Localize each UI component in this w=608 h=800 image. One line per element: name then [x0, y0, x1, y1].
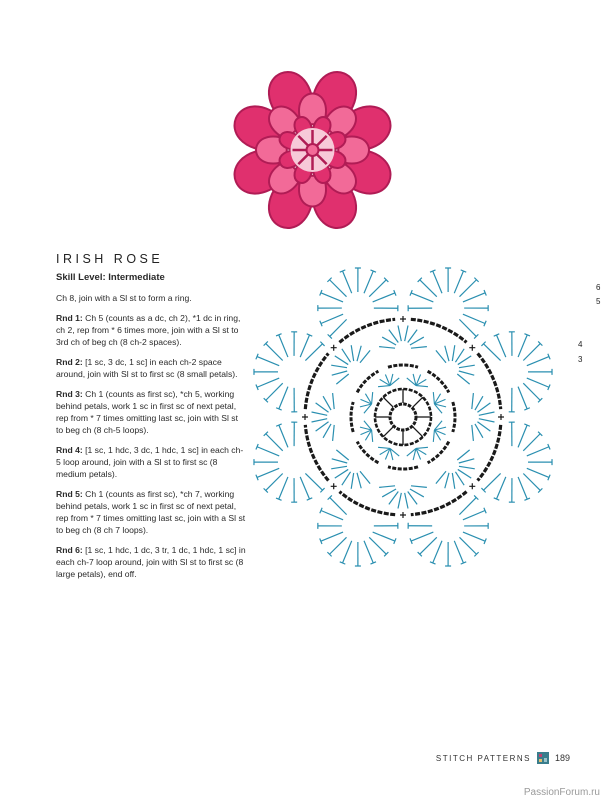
- tr-stitch: [463, 293, 485, 302]
- dc-stitch: [398, 326, 401, 342]
- tr-stitch: [330, 498, 347, 515]
- dc-stitch: [335, 356, 348, 365]
- dc-stitch: [312, 412, 328, 415]
- dc-stitch: [433, 430, 434, 442]
- footer-section-label: STITCH PATTERNS: [435, 753, 531, 763]
- tr-stitch: [369, 280, 386, 297]
- tr-stitch: [257, 447, 279, 456]
- dc-stitch: [408, 491, 417, 504]
- chain-loop: [305, 425, 328, 481]
- round-1-ring: [375, 389, 431, 445]
- stitch-swatch-icon: [537, 752, 549, 764]
- tr-stitch: [463, 510, 485, 519]
- sc-mark: [469, 483, 475, 489]
- sc-mark: [331, 483, 337, 489]
- dc-stitch: [342, 349, 351, 362]
- dc-stitch: [479, 419, 495, 422]
- tr-stitch: [484, 344, 501, 361]
- dc-stitch: [351, 345, 353, 361]
- page-footer: [436, 752, 570, 764]
- round-4-instruction: [56, 444, 246, 480]
- tr-stitch: [266, 344, 283, 361]
- tr-stitch: [523, 473, 540, 490]
- dc-stitch: [333, 393, 335, 409]
- dc-stitch: [316, 422, 329, 431]
- dc-stitch: [458, 469, 471, 478]
- dc-stitch: [333, 425, 335, 441]
- tr-stitch: [518, 387, 527, 409]
- chain-loop: [305, 353, 328, 409]
- dc-spoke: [383, 427, 393, 437]
- tr-stitch: [433, 541, 442, 563]
- dc-spoke: [413, 427, 423, 437]
- dc-stitch: [452, 345, 454, 361]
- chain-loop: [351, 402, 353, 432]
- dc-spoke: [413, 397, 423, 407]
- chain-loop: [453, 402, 455, 432]
- tr-stitch: [279, 477, 288, 499]
- chain-loop: [357, 442, 378, 463]
- dc-stitch: [410, 489, 424, 497]
- tr-stitch: [257, 357, 279, 366]
- dc-stitch: [323, 424, 331, 438]
- dc-stitch: [411, 347, 427, 349]
- tr-stitch: [321, 293, 343, 302]
- dc-stitch: [360, 471, 370, 483]
- tr-stitch: [257, 378, 279, 387]
- tr-stitch: [279, 425, 288, 447]
- tr-stitch: [459, 319, 476, 336]
- dc-stitch: [475, 396, 483, 410]
- center-spokes: [293, 130, 333, 170]
- round-marker-5: 5: [596, 297, 601, 306]
- tr-stitch: [266, 383, 283, 400]
- watermark: PassionForum.ru: [523, 787, 600, 798]
- round-3-instruction: [56, 388, 246, 436]
- sc-mark: [498, 414, 504, 420]
- tr-stitch: [523, 344, 540, 361]
- chain-loop: [357, 371, 378, 392]
- center-chain-ring: [390, 404, 416, 430]
- dc-stitch: [472, 425, 474, 441]
- tr-stitch: [300, 335, 309, 357]
- chain-loop: [478, 353, 501, 409]
- tr-stitch: [496, 477, 505, 499]
- dc-stitch: [332, 371, 347, 375]
- dc-stitch: [405, 493, 408, 509]
- sc-mark: [400, 316, 406, 322]
- tr-stitch: [330, 280, 347, 297]
- round-4-petals: [312, 326, 495, 509]
- chain-loop: [388, 365, 418, 367]
- round-text: [1 sc, 1 hdc, 3 dc, 1 hdc, 1 sc] in each ch-5 loop around, join with a Sl st to first sc (8 medium petals).: [56, 445, 244, 479]
- round-5-chains: [302, 316, 504, 518]
- tr-stitch: [523, 434, 540, 451]
- chain-loop: [478, 425, 501, 481]
- intro-instruction: Ch 8, join with a Sl st to form a ring.: [56, 293, 192, 303]
- dc-stitch: [312, 419, 328, 422]
- dc-stitch: [411, 486, 427, 488]
- dc-stitch: [477, 422, 490, 431]
- pattern-title: IRISH ROSE: [56, 252, 164, 266]
- round-text: Ch 5 (counts as a dc, ch 2), *1 dc in ring, ch 2, rep from * 6 times more, join with a Sl st to 3rd ch of beg ch (8 ch-2 spaces).: [56, 313, 241, 347]
- dc-stitch: [416, 386, 428, 387]
- dc-stitch: [372, 392, 373, 404]
- dc-stitch: [457, 450, 469, 460]
- crochet-chart: [258, 252, 601, 582]
- dc-stitch: [455, 349, 464, 362]
- dc-stitch: [382, 489, 396, 497]
- tr-stitch: [373, 293, 395, 302]
- tr-stitch: [257, 468, 279, 477]
- tr-stitch: [411, 293, 433, 302]
- dc-stitch: [405, 326, 408, 342]
- tr-stitch: [321, 510, 343, 519]
- round-label: Rnd 1:: [56, 313, 83, 323]
- tr-stitch: [463, 532, 485, 541]
- round-label: Rnd 3:: [56, 389, 83, 399]
- tr-stitch: [364, 271, 373, 293]
- chain-loop: [428, 371, 449, 392]
- round-marker-6: 6: [596, 283, 601, 292]
- chain-loop: [411, 492, 467, 515]
- dc-stitch: [459, 371, 474, 375]
- round-1-instruction: [56, 312, 246, 348]
- round-text: [1 sc, 1 hdc, 1 dc, 3 tr, 1 dc, 1 hdc, 1 sc] in each ch-7 loop around, join with Sl st to first sc (8 large petals), end off.: [56, 545, 246, 579]
- dc-stitch: [455, 472, 464, 485]
- dc-stitch: [398, 493, 401, 509]
- skill-level: Skill Level: Intermediate: [56, 272, 165, 283]
- tr-stitch: [496, 335, 505, 357]
- tr-stitch: [411, 532, 433, 541]
- dc-stitch: [389, 330, 398, 343]
- tr-stitch: [527, 357, 549, 366]
- tr-stitch: [454, 541, 463, 563]
- tr-stitch: [459, 498, 476, 515]
- dc-stitch: [459, 466, 475, 468]
- tr-stitch: [321, 532, 343, 541]
- tr-stitch: [518, 425, 527, 447]
- dc-stitch: [357, 346, 361, 361]
- dc-stitch: [379, 486, 395, 488]
- dc-stitch: [458, 356, 471, 365]
- dc-stitch: [323, 396, 331, 410]
- round-text: [1 sc, 3 dc, 1 sc] in each ch-2 space around, join with Sl st to first sc (8 small petals).: [56, 357, 238, 379]
- tr-stitch: [369, 537, 386, 554]
- sc-mark: [400, 512, 406, 518]
- dc-stitch: [336, 450, 348, 460]
- dc-stitch: [410, 337, 424, 345]
- dc-stitch: [335, 469, 348, 478]
- dc-stitch: [379, 347, 395, 349]
- tr-stitch: [527, 447, 549, 456]
- round-text: Ch 1 (counts as first sc), *ch 7, working behind petals, work 1 sc in first sc of next petal, rep from * 7 times omitting last sc, join with a Sl st to beg ch (8 ch 7 loops).: [56, 489, 246, 535]
- sc-mark: [469, 345, 475, 351]
- round-2-petals: [360, 374, 446, 460]
- dc-stitch: [408, 330, 417, 343]
- chain-loop: [388, 467, 418, 469]
- dc-stitch: [331, 466, 347, 468]
- dc-stitch: [351, 473, 353, 489]
- round-marker-3: 3: [578, 355, 583, 364]
- page-number: 189: [554, 753, 570, 763]
- dc-stitch: [445, 346, 449, 361]
- dc-stitch: [472, 393, 474, 409]
- dc-stitch: [445, 473, 449, 488]
- tr-stitch: [484, 473, 501, 490]
- dc-stitch: [416, 447, 428, 448]
- tr-stitch: [454, 271, 463, 293]
- dc-stitch: [372, 430, 373, 442]
- sc-mark: [302, 414, 308, 420]
- tr-stitch: [266, 434, 283, 451]
- tr-stitch: [330, 537, 347, 554]
- dc-stitch: [378, 386, 390, 387]
- dc-stitch: [389, 491, 398, 504]
- tr-stitch: [279, 387, 288, 409]
- round-6-petals: [254, 268, 552, 566]
- dc-spoke: [383, 397, 393, 407]
- round-marker-4: 4: [578, 340, 583, 349]
- tr-stitch: [330, 319, 347, 336]
- dc-stitch: [477, 403, 490, 412]
- dc-stitch: [336, 374, 348, 384]
- dc-stitch: [357, 473, 361, 488]
- tr-stitch: [321, 314, 343, 323]
- tr-stitch: [518, 335, 527, 357]
- pattern-instructions: [56, 252, 246, 588]
- dc-stitch: [332, 459, 347, 463]
- tr-stitch: [266, 473, 283, 490]
- round-label: Rnd 6:: [56, 545, 83, 555]
- tr-stitch: [459, 280, 476, 297]
- dc-stitch: [378, 447, 390, 448]
- tr-stitch: [420, 537, 437, 554]
- tr-stitch: [305, 473, 322, 490]
- tr-stitch: [527, 468, 549, 477]
- dc-stitch: [457, 374, 469, 384]
- round-label: Rnd 5:: [56, 489, 83, 499]
- chain-loop: [339, 319, 395, 342]
- tr-stitch: [343, 541, 352, 563]
- dc-stitch: [360, 350, 370, 362]
- tr-stitch: [343, 271, 352, 293]
- dc-stitch: [475, 424, 483, 438]
- round-2-instruction: [56, 356, 246, 380]
- tr-stitch: [523, 383, 540, 400]
- tr-stitch: [373, 532, 395, 541]
- dc-stitch: [436, 471, 446, 483]
- irish-rose-photo: [205, 55, 420, 245]
- dc-stitch: [433, 392, 434, 404]
- round-5-instruction: [56, 488, 246, 536]
- round-label: Rnd 2:: [56, 357, 83, 367]
- round-6-instruction: [56, 544, 246, 580]
- dc-stitch: [331, 365, 347, 367]
- chain-loop: [428, 442, 449, 463]
- tr-stitch: [305, 344, 322, 361]
- tr-stitch: [463, 314, 485, 323]
- tr-stitch: [279, 335, 288, 357]
- tr-stitch: [300, 477, 309, 499]
- dc-stitch: [436, 350, 446, 362]
- dc-stitch: [459, 459, 474, 463]
- tr-stitch: [527, 378, 549, 387]
- tr-stitch: [433, 271, 442, 293]
- dc-stitch: [479, 412, 495, 415]
- tr-stitch: [518, 477, 527, 499]
- ch-8-ring: [390, 404, 416, 430]
- round-3-chains: [351, 365, 455, 469]
- dc-stitch: [316, 403, 329, 412]
- dc-stitch: [382, 337, 396, 345]
- sc-mark: [331, 345, 337, 351]
- round-text: Ch 1 (counts as first sc), *ch 5, working behind petals, work 1 sc in first sc of next petal, rep from * 7 times omitting last sc, join with Sl st to beg ch (8 ch-5 loops).: [56, 389, 238, 435]
- chain-loop: [339, 492, 395, 515]
- tr-stitch: [364, 541, 373, 563]
- tr-stitch: [459, 537, 476, 554]
- dc-stitch: [452, 473, 454, 489]
- round-label: Rnd 4:: [56, 445, 83, 455]
- tr-stitch: [420, 280, 437, 297]
- dc-stitch: [459, 365, 475, 367]
- center-hole: [307, 144, 319, 156]
- chain-loop: [411, 319, 467, 342]
- dc-stitch: [342, 472, 351, 485]
